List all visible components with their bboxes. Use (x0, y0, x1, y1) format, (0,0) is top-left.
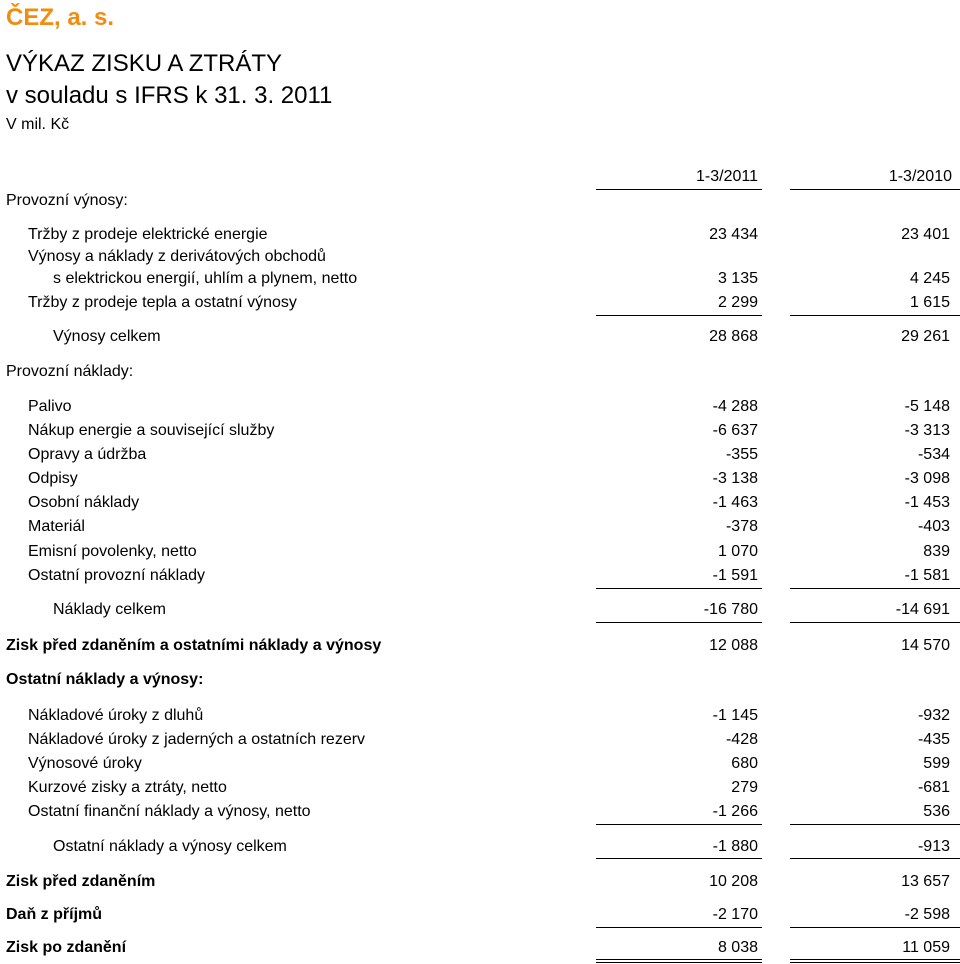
value-2011: -428 (725, 731, 758, 748)
value-2010: -534 (917, 446, 950, 463)
subtotal-line (790, 927, 960, 928)
value-2010: 4 245 (909, 270, 950, 287)
value-2011: 10 208 (709, 873, 758, 890)
report-subtitle: v souladu s IFRS k 31. 3. 2011 (6, 82, 333, 109)
value-2010: -913 (917, 838, 950, 855)
table-row (0, 565, 960, 587)
column-header-row (0, 165, 960, 189)
row-label: Výnosové úroky (28, 755, 142, 772)
column-header-2010: 1-3/2010 (888, 168, 952, 185)
value-2010: 11 059 (902, 939, 950, 956)
value-2010: 839 (923, 543, 950, 560)
row-label: Výnosy a náklady z derivátových obchodů (28, 248, 326, 265)
report-title: VÝKAZ ZISKU A ZTRÁTY (6, 50, 283, 77)
net-profit-row (0, 937, 960, 959)
value-2011: 279 (731, 779, 758, 796)
value-2010: -2 598 (904, 906, 950, 923)
value-2010: -403 (917, 518, 950, 535)
row-label: Zisk po zdanění (6, 939, 127, 956)
table-row (0, 246, 960, 268)
table-row (0, 420, 960, 442)
row-label: Odpisy (28, 470, 78, 487)
value-2011: -1 463 (712, 494, 758, 511)
value-2011: -1 880 (712, 838, 758, 855)
table-row (0, 292, 960, 314)
subtotal-line (596, 927, 762, 928)
value-2011: -378 (725, 518, 758, 535)
table-row (0, 268, 960, 290)
value-2011: 1 070 (717, 543, 758, 560)
row-label: Kurzové zisky a ztráty, netto (28, 779, 227, 796)
double-underline (790, 962, 960, 963)
section-heading (0, 669, 960, 691)
value-2010: -14 691 (895, 601, 950, 618)
total-row (0, 635, 960, 657)
row-label: Ostatní provozní náklady (28, 567, 205, 584)
row-label: Tržby z prodeje elektrické energie (28, 226, 268, 243)
row-label: Ostatní náklady a výnosy: (6, 671, 204, 688)
double-underline (790, 959, 960, 960)
value-2011: -2 170 (712, 906, 758, 923)
subtotal-line (790, 622, 960, 623)
value-2011: -4 288 (712, 398, 758, 415)
subtotal-line (596, 622, 762, 623)
row-label: Zisk před zdaněním (6, 873, 156, 890)
row-label: Ostatní náklady a výnosy celkem (53, 838, 287, 855)
row-label: Nákladové úroky z dluhů (28, 707, 204, 724)
value-2010: -932 (917, 707, 950, 724)
tax-row (0, 904, 960, 926)
row-label: Náklady celkem (53, 601, 166, 618)
value-2011: 12 088 (709, 637, 758, 654)
total-row (0, 871, 960, 893)
subtotal-row (0, 836, 960, 858)
table-row (0, 396, 960, 418)
value-2011: 23 434 (709, 226, 758, 243)
value-2010: -3 313 (904, 422, 950, 439)
value-2010: -1 453 (904, 494, 950, 511)
subtotal-line (790, 588, 960, 589)
value-2010: 536 (923, 803, 950, 820)
row-label: Zisk před zdaněním a ostatními náklady a výnosy (6, 637, 382, 654)
row-label: Výnosy celkem (53, 328, 161, 345)
value-2011: -3 138 (712, 470, 758, 487)
double-underline (596, 959, 762, 960)
value-2011: 2 299 (717, 294, 758, 311)
subtotal-line (596, 858, 762, 859)
value-2010: 599 (923, 755, 950, 772)
currency-unit: V mil. Kč (6, 116, 70, 133)
table-row (0, 753, 960, 775)
table-row (0, 705, 960, 727)
value-2011: -1 266 (712, 803, 758, 820)
subtotal-line (596, 315, 762, 316)
value-2010: -681 (917, 779, 950, 796)
column-header-2011: 1-3/2011 (696, 168, 758, 185)
table-row (0, 492, 960, 514)
value-2011: -355 (725, 446, 758, 463)
subtotal-line (790, 858, 960, 859)
value-2010: 13 657 (901, 873, 950, 890)
value-2010: -3 098 (904, 470, 950, 487)
row-label: Nákup energie a související služby (28, 422, 275, 439)
value-2011: 680 (731, 755, 758, 772)
row-label: Palivo (28, 398, 72, 415)
row-label: s elektrickou energií, uhlím a plynem, netto (53, 270, 358, 287)
table-row (0, 777, 960, 799)
company-name: ČEZ, a. s. (6, 4, 115, 31)
value-2011: -1 591 (712, 567, 758, 584)
value-2011: -6 637 (712, 422, 758, 439)
row-label: Osobní náklady (28, 494, 140, 511)
table-row (0, 541, 960, 563)
row-label: Provozní náklady: (6, 363, 134, 380)
table-row (0, 729, 960, 751)
row-label: Daň z příjmů (6, 906, 103, 923)
row-label: Ostatní finanční náklady a výnosy, netto (28, 803, 311, 820)
subtotal-line (790, 824, 960, 825)
value-2011: 8 038 (717, 939, 758, 956)
value-2010: 1 615 (909, 294, 950, 311)
value-2010: 29 261 (901, 328, 950, 345)
table-row (0, 224, 960, 246)
row-label: Tržby z prodeje tepla a ostatní výnosy (28, 294, 297, 311)
row-label: Provozní výnosy: (6, 192, 128, 209)
subtotal-line (596, 588, 762, 589)
row-label: Emisní povolenky, netto (28, 543, 197, 560)
double-underline (596, 962, 762, 963)
section-heading (0, 190, 960, 212)
value-2010: -5 148 (904, 398, 950, 415)
value-2010: -435 (917, 731, 950, 748)
subtotal-row (0, 326, 960, 348)
value-2010: -1 581 (904, 567, 950, 584)
value-2011: -1 145 (712, 707, 758, 724)
table-row (0, 468, 960, 490)
row-label: Opravy a údržba (28, 446, 147, 463)
section-heading (0, 361, 960, 383)
row-label: Materiál (28, 518, 85, 535)
value-2010: 14 570 (901, 637, 950, 654)
table-row (0, 444, 960, 466)
subtotal-line (790, 315, 960, 316)
value-2011: 28 868 (709, 328, 758, 345)
table-row (0, 516, 960, 538)
value-2011: -16 780 (703, 601, 758, 618)
table-row (0, 801, 960, 823)
subtotal-line (596, 824, 762, 825)
row-label: Nákladové úroky z jaderných a ostatních rezerv (28, 731, 366, 748)
value-2011: 3 135 (717, 270, 758, 287)
subtotal-row (0, 599, 960, 621)
value-2010: 23 401 (901, 226, 950, 243)
